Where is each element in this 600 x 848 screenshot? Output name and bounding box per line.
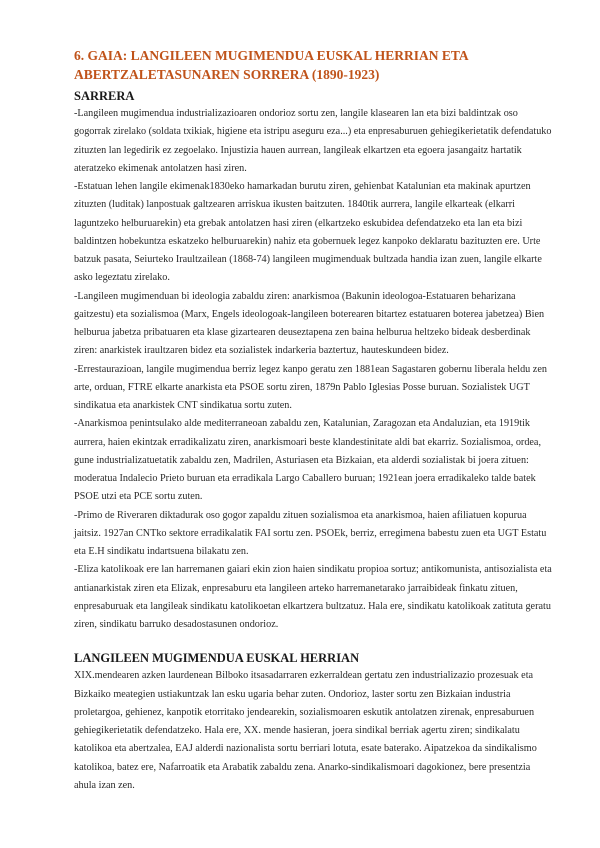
paragraph: -Langileen mugimendua industrializazioaren ondorioz sortu zen, langile klasearen lan eta bizi baldintzak oso gogorrak zirelako (soldata txikiak, higiene eta istripu aseguru eza...) eta enpresaburuen gehiegikerietatik defendatuko zituzten lan legedirik ez zegoelako. Injustizia hauen aurrean, langileak elkartzen eta egoera jasangaitz hartatik ateratzeko ekimenak antolatzen hasi ziren.: [74, 108, 552, 174]
paragraph: -Anarkismoa penintsulako alde mediterraneoan zabaldu zen, Katalunian, Zaragozan eta Andaluzian, eta 1919tik aurrera, haien ekintzak erradikalizatu ziren, anarkismoari beste klandestinitate aldi bat ekarriz. Sozialismoa, ordea, gune industrializatuetatik zabaldu zen, Madrilen, Asturiasen eta Bizkaian, eta alderdi sozialistak bi joera zituen: moderatua Indalecio Prieto buruan eta erradikala Largo Caballero buruan; 1921ean joera erradikaleko talde batek PSOE utzi eta PCE sortu zuten.: [74, 418, 541, 503]
document-page: [74, 46, 552, 795]
document-title: 6. GAIA: LANGILEEN MUGIMENDUA EUSKAL HERRIAN ETA ABERTZALETASUNAREN SORRERA (1890-1923): [74, 48, 468, 82]
paragraph: -Primo de Riveraren diktadurak oso gogor zapaldu zituen sozialismoa eta anarkismoa, haien afiliatuen kopurua jaitsiz. 1927an CNTko sektore erradikalatik FAI sortu zen. PSOEk, berriz, erregimena babestu zuen eta UGT Estatu eta E.H sindikatu indartsuena bilakatu zen.: [74, 509, 547, 557]
section-heading-langileen-mugimendua: LANGILEEN MUGIMENDUA EUSKAL HERRIAN: [74, 651, 360, 666]
paragraph: XIX.mendearen azken laurdenean Bilboko itsasadarraren ezkerraldean gertatu zen industrializazio prozesuak eta Bizkaiko meategien ustiakuntzak lan esku ugaria behar zuten. Ondorioz, laster sortu zen Bizkaian industria proletargoa, gehienez, kanpotik etorritako jendearekin, sozialismoaren eskutik antolatzen zirenak, enpresaburuen gehiegikerietatik defendatzeko. Hala ere, XX. mende hasieran, joera sindikal berriak agertu ziren; sindikalatu katolikoa eta abertzalea, EAJ alderdi nazionalista sortu berriari lotuta, esate baterako. Aipatzekoa da sindikalismo katolikoa, batez ere, Nafarroatik eta Arabatik zabaldu zena. Anarko-sindikalismoari dagokionez, bere presentzia ahula izan zen.: [74, 670, 537, 791]
section-spacer: [74, 634, 552, 646]
paragraph: -Eliza katolikoak ere lan harremanen gaiari ekin zion haien sindikatu propioa sortuz; antikomunista, antisozialista eta antianarkistak ziren eta Elizak, enpresaburu eta langileen arteko harremanetarako jarraibideak finkatu zituen, enpresaburuak eta langileak sindikatu katolikoetan elkartzera bultzatuz. Hala ere, sindikatu katolikoak zatituta geratu ziren, sindikatu barruko desadostasunen ondorioz.: [74, 564, 552, 630]
section-heading-sarrera: SARRERA: [74, 89, 135, 103]
paragraph: -Estatuan lehen langile ekimenak1830eko hamarkadan burutu ziren, gehienbat Katalunian eta makinak apurtzen zituzten (luditak) lanpostuak galtzearen arriskua ikusten baitzuten. 1840tik aurrera, langile elkarteak (elkarri laguntzeko helburuarekin) eta grebak antolatzen hasi ziren (elkartzeko eskubidea defendatzeko eta lan eta bizi baldintzen hobekuntza eskatzeko helburuarekin) nahiz eta gobernuek legez kanpoko deklaratu bazituzten ere. Urte batzuk pasata, Seiurteko Iraultzailean (1868-74) langileen mugimenduak bultzada handia izan zuen, langile elkarte asko legeztatu zirelako.: [74, 181, 542, 284]
paragraph: -Errestaurazioan, langile mugimendua berriz legez kanpo geratu zen 1881ean Sagastaren gobernu liberala heldu zen arte, orduan, FTRE elkarte anarkista eta PSOE sortu ziren, 1879n Pablo Iglesias Posse buruan. Sozialistek UGT sindikatua eta anarkistek CNT sindikatua sortu zuten.: [74, 363, 547, 411]
paragraph: -Langileen mugimenduan bi ideologia zabaldu ziren: anarkismoa (Bakunin ideologoa-Estatuaren beharizana gaitzestu) eta sozialismoa (Marx, Engels ideologoak-langileen boterearen bitartez estatuaren boterea jabetzea) Bien helburua jabetza pribatuaren eta klase gizartearen deuseztapena zen baina helburua heltzeko bideak desberdinak ziren: anarkistek iraultzaren bidez eta sozialistek indarkeria baztertuz, hauteskundeen bidez.: [74, 290, 545, 357]
